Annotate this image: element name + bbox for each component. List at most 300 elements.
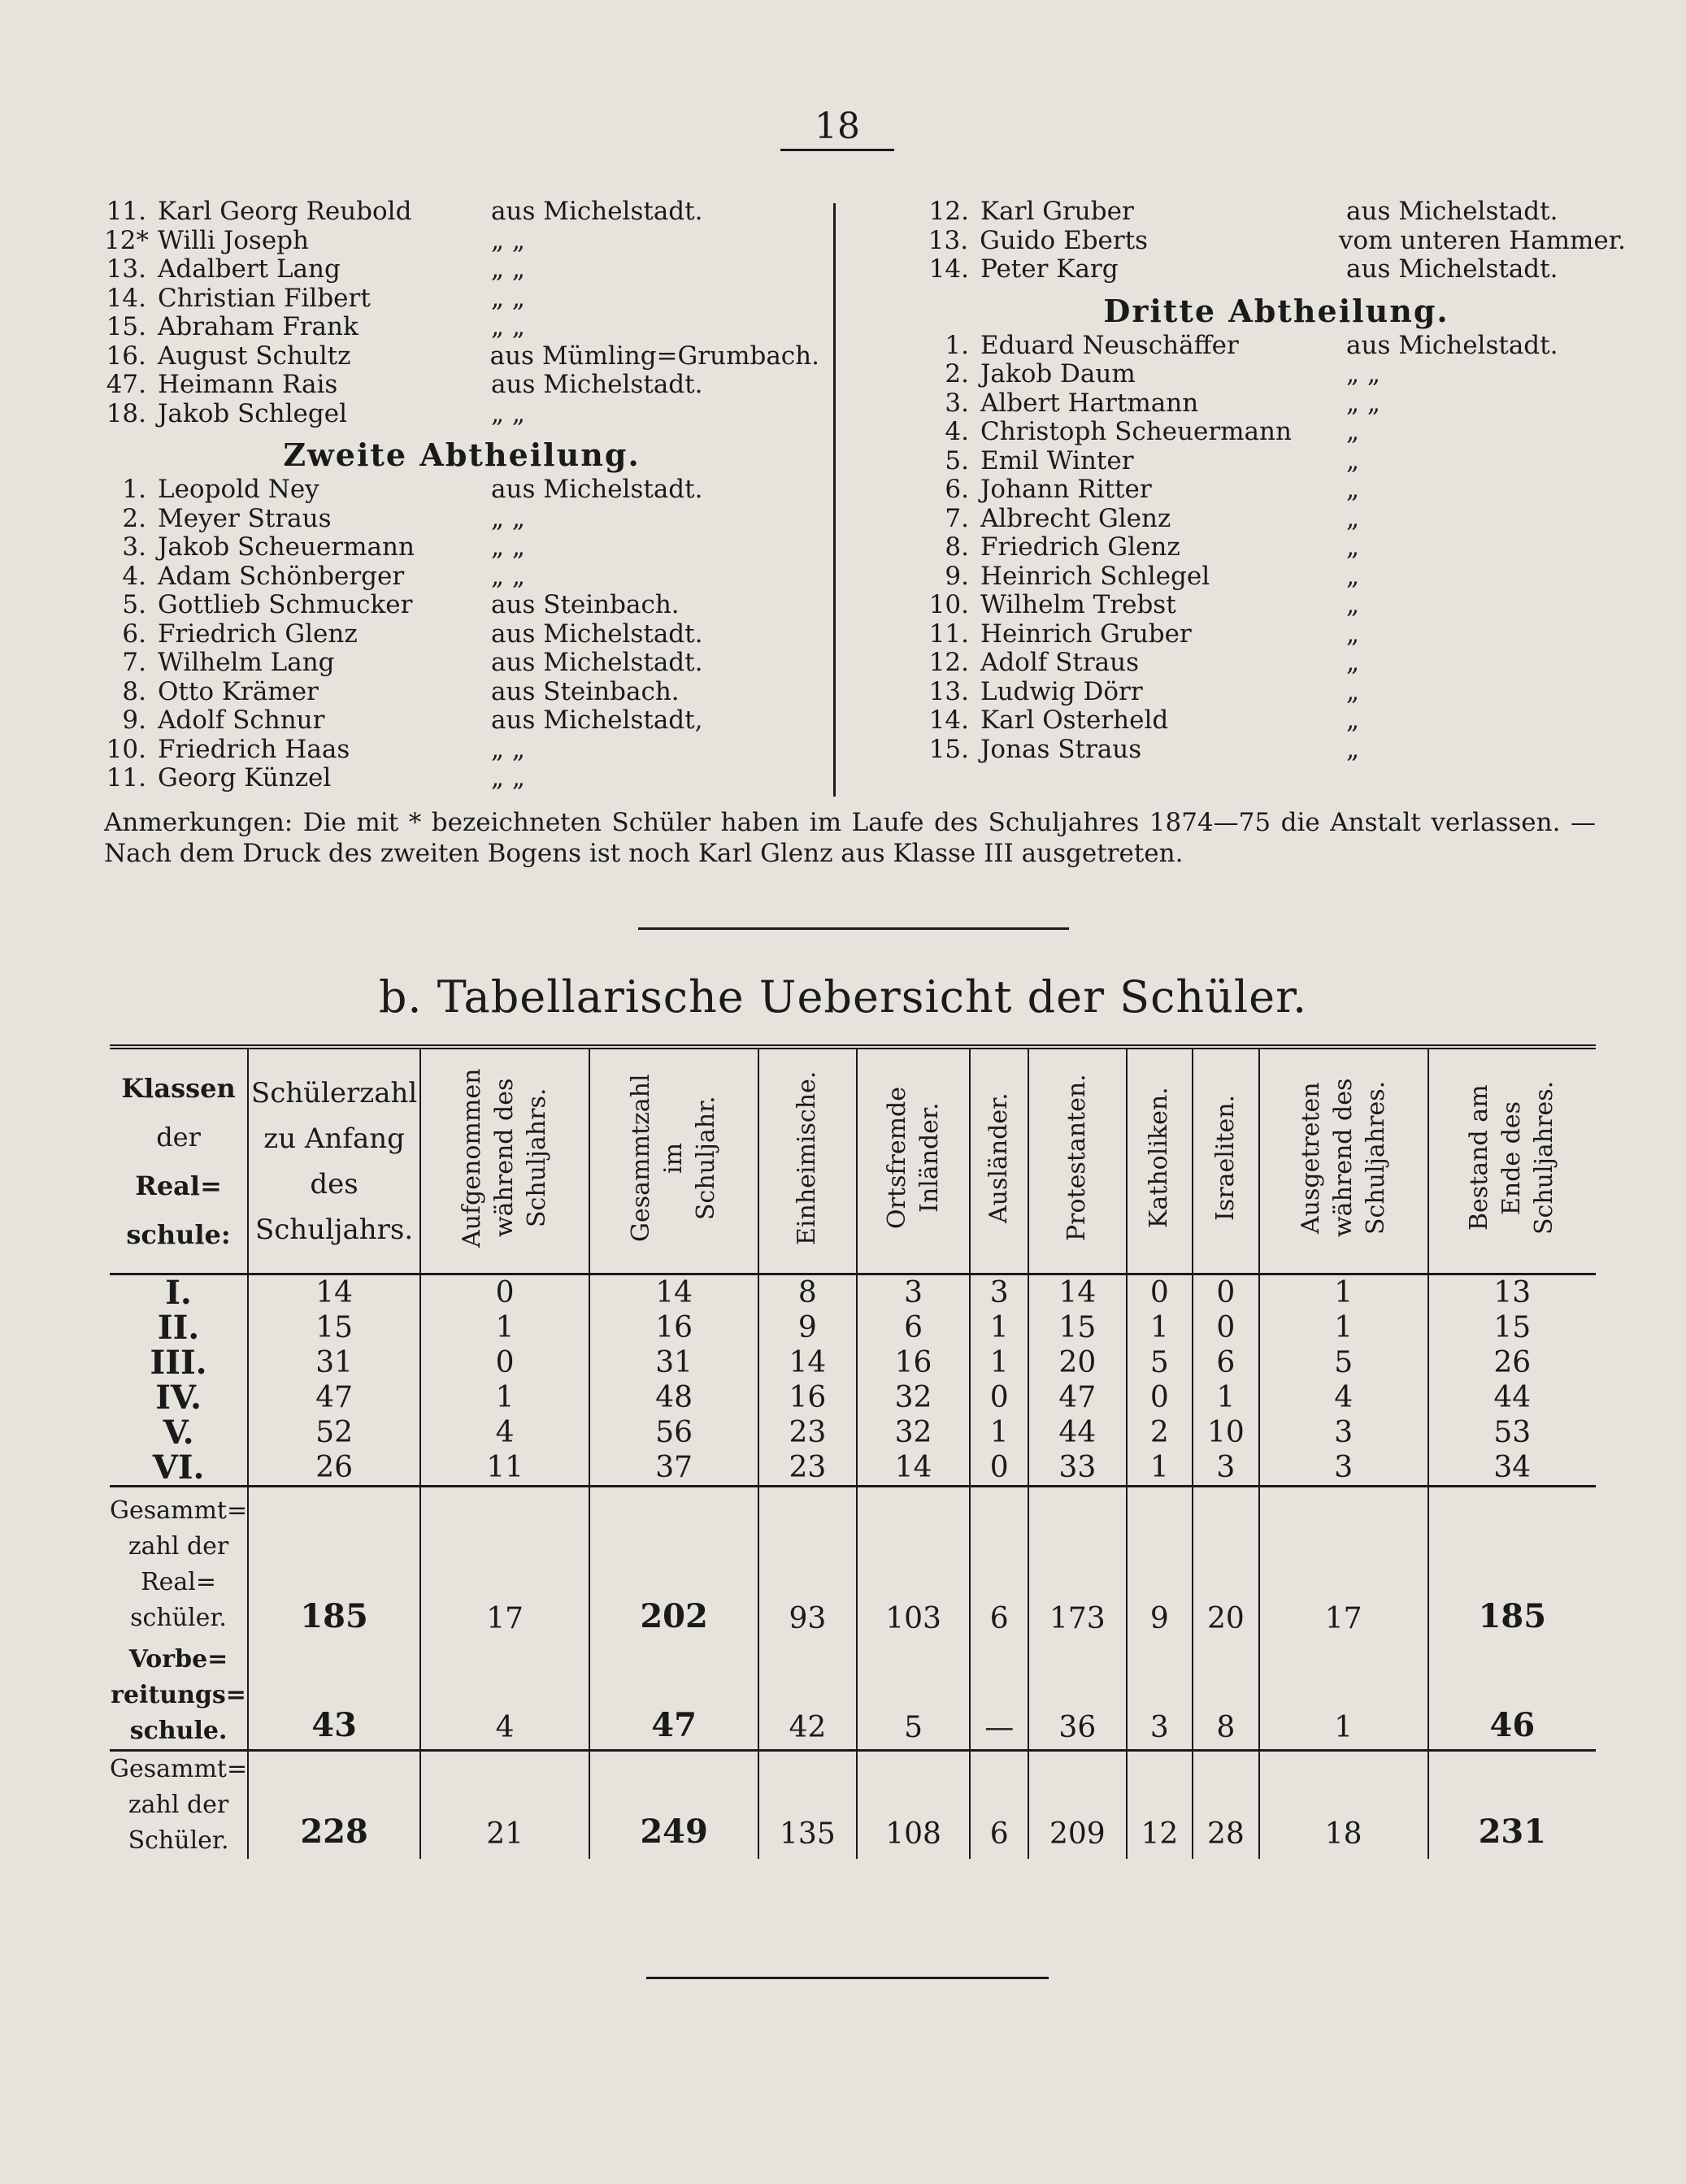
entry-number: 8. xyxy=(122,676,146,706)
student-origin: „ „ xyxy=(491,283,525,313)
table-cell: 0 xyxy=(420,1274,589,1311)
row-label-line: schule. xyxy=(129,1717,228,1745)
student-name: Friedrich Glenz xyxy=(980,532,1180,562)
student-name: Heinrich Gruber xyxy=(980,619,1192,649)
table-cell: 185 xyxy=(248,1487,420,1643)
table-cell: 1 xyxy=(1127,1310,1193,1345)
table-cell: 0 xyxy=(970,1380,1028,1415)
column-header-label: Aufgenommen während des Schuljahrs. xyxy=(458,1067,552,1248)
student-name: Karl Georg Reubold xyxy=(158,197,412,226)
table-row xyxy=(110,1450,1596,1487)
student-origin: „ xyxy=(1346,503,1360,533)
table-cell: 93 xyxy=(758,1487,857,1643)
list-item xyxy=(104,505,819,534)
section-heading: Zweite Abtheilung. xyxy=(283,436,641,473)
class-label: IV. xyxy=(155,1379,202,1417)
student-name: Johann Ritter xyxy=(980,475,1152,504)
student-name: Emil Winter xyxy=(980,445,1134,475)
student-origin: aus Steinbach. xyxy=(491,676,680,706)
table-cell: 231 xyxy=(1428,1751,1596,1860)
student-name: Christoph Scheuermann xyxy=(980,417,1292,446)
student-origin: „ „ xyxy=(491,254,525,284)
student-origin: „ xyxy=(1346,561,1360,591)
student-name: Wilhelm Trebst xyxy=(980,590,1176,619)
table-cell: 44 xyxy=(1028,1415,1127,1450)
table-cell: 14 xyxy=(248,1274,420,1311)
student-name: Karl Gruber xyxy=(980,197,1134,226)
student-origin: „ „ xyxy=(1346,359,1380,389)
student-origin: „ xyxy=(1346,619,1360,649)
column-header-label: Bestand am Ende des Schuljahres. xyxy=(1465,1080,1559,1235)
column-header xyxy=(857,1047,971,1274)
header-class-line: schule: xyxy=(126,1218,231,1250)
left-column xyxy=(104,198,819,793)
student-origin: aus Mümling=Grumbach. xyxy=(489,341,819,371)
table-cell: 10 xyxy=(1193,1415,1259,1450)
student-origin: „ „ xyxy=(491,312,525,341)
table-cell: 14 xyxy=(589,1274,758,1311)
student-statistics-table xyxy=(110,1044,1596,1859)
table-cell: 0 xyxy=(420,1345,589,1380)
header-class-line: Real= xyxy=(135,1170,222,1201)
student-origin: „ „ xyxy=(491,734,525,764)
student-origin: aus Michelstadt. xyxy=(1346,330,1558,360)
list-item xyxy=(927,255,1626,284)
table-cell: 31 xyxy=(248,1345,420,1380)
column-header xyxy=(1127,1047,1193,1274)
table-cell: 1 xyxy=(1259,1642,1428,1751)
table-cell: 1 xyxy=(1259,1274,1428,1311)
student-origin: aus Michelstadt, xyxy=(491,706,703,735)
table-cell: 6 xyxy=(970,1751,1028,1860)
table-cell: 20 xyxy=(1193,1487,1259,1643)
student-name: Heimann Rais xyxy=(158,370,338,399)
column-header-label: Israeliten. xyxy=(1210,1094,1240,1221)
row-label-line: Gesammt= xyxy=(110,1496,248,1525)
entry-number: 5. xyxy=(945,445,969,475)
column-header-label: Katholiken. xyxy=(1145,1087,1174,1228)
class-label: I. xyxy=(165,1274,192,1312)
student-name: Jakob Daum xyxy=(980,359,1136,389)
student-origin: „ „ xyxy=(491,532,525,562)
table-cell: 209 xyxy=(1028,1751,1127,1860)
column-header-label: Ortsfremde Inländer. xyxy=(882,1086,944,1229)
entry-number: 5. xyxy=(122,590,146,619)
section-heading: Dritte Abtheilung. xyxy=(1103,292,1449,329)
list-item xyxy=(104,533,819,562)
table-cell: 32 xyxy=(857,1415,971,1450)
table-cell: 56 xyxy=(589,1415,758,1450)
table-cell: 15 xyxy=(248,1310,420,1345)
entry-number: 12* xyxy=(104,225,149,255)
student-name: Peter Karg xyxy=(980,254,1119,284)
student-origin: „ xyxy=(1346,417,1360,446)
list-item xyxy=(104,400,819,429)
row-label-line: Vorbe= xyxy=(128,1645,228,1674)
table-cell: 52 xyxy=(248,1415,420,1450)
header-classes xyxy=(110,1047,248,1274)
column-header xyxy=(1428,1047,1596,1274)
student-name: Wilhelm Lang xyxy=(158,648,335,677)
table-cell: 8 xyxy=(758,1274,857,1311)
entry-number: 1. xyxy=(122,475,146,504)
header-start-count xyxy=(248,1047,420,1274)
student-name: Otto Krämer xyxy=(158,676,319,706)
table-cell: 1 xyxy=(420,1310,589,1345)
row-label xyxy=(110,1487,248,1643)
entry-number: 4. xyxy=(122,561,146,591)
table-cell: 47 xyxy=(1028,1380,1127,1415)
list-item xyxy=(104,678,819,707)
table-cell: 9 xyxy=(1127,1487,1193,1643)
list-item xyxy=(104,313,819,342)
list-item xyxy=(927,591,1626,620)
list-item xyxy=(104,371,819,400)
column-divider xyxy=(833,203,836,797)
header-start-line: Schülerzahl xyxy=(250,1076,418,1109)
column-header xyxy=(589,1047,758,1274)
table-row xyxy=(110,1310,1596,1345)
entry-number: 9. xyxy=(122,706,146,735)
table-cell: 3 xyxy=(1259,1415,1428,1450)
student-origin: aus Michelstadt. xyxy=(491,475,703,504)
row-label-line: Gesammt= xyxy=(110,1755,248,1783)
student-origin: aus Michelstadt. xyxy=(1346,254,1558,284)
student-origin: aus Michelstadt. xyxy=(491,648,703,677)
table-header-row xyxy=(110,1047,1596,1274)
student-origin: „ „ xyxy=(491,503,525,533)
column-header-label: Einheimische. xyxy=(793,1070,822,1245)
entry-number: 10. xyxy=(928,590,969,619)
table-cell: 5 xyxy=(1259,1345,1428,1380)
list-item xyxy=(104,706,819,736)
list-item xyxy=(927,533,1626,562)
list-item xyxy=(927,475,1626,505)
list-item xyxy=(104,342,819,371)
table-cell: 0 xyxy=(1127,1380,1193,1415)
table-cell: 6 xyxy=(970,1487,1028,1643)
table-cell: 31 xyxy=(589,1345,758,1380)
student-name: August Schultz xyxy=(157,341,351,371)
student-name: Karl Osterheld xyxy=(980,706,1169,735)
student-name: Eduard Neuschäffer xyxy=(980,330,1239,360)
page-number: 18 xyxy=(780,106,894,151)
table-cell: 46 xyxy=(1428,1642,1596,1751)
entry-number: 13. xyxy=(928,676,969,706)
list-item xyxy=(104,649,819,678)
class-label: VI. xyxy=(152,1448,205,1487)
student-origin: „ xyxy=(1346,648,1360,677)
table-cell: 33 xyxy=(1028,1450,1127,1487)
notes-paragraph: Anmerkungen: Die mit * bezeichneten Schüler haben im Laufe des Schuljahres 1874—75 die Anstalt verlassen. — Nach dem Druck des zweiten Bogens ist noch Karl Glenz aus Klasse III ausgetreten. xyxy=(104,808,1596,868)
row-label xyxy=(110,1642,248,1751)
table-cell: 14 xyxy=(857,1450,971,1487)
table-row xyxy=(110,1415,1596,1450)
table-cell: 3 xyxy=(970,1274,1028,1311)
table-cell: 2 xyxy=(1127,1415,1193,1450)
student-name: Adam Schönberger xyxy=(158,561,405,591)
entry-number: 12. xyxy=(928,648,969,677)
table-cell: 4 xyxy=(420,1642,589,1751)
table-row-prep-school xyxy=(110,1642,1596,1751)
entry-number: 7. xyxy=(122,648,146,677)
list-item xyxy=(927,505,1626,534)
entry-number: 4. xyxy=(945,417,969,446)
column-header-label: Protestanten. xyxy=(1062,1074,1092,1241)
list-item xyxy=(927,447,1626,476)
table-cell: 17 xyxy=(1259,1487,1428,1643)
entry-number: 9. xyxy=(945,561,969,591)
column-header xyxy=(1193,1047,1259,1274)
table-cell: 103 xyxy=(857,1487,971,1643)
row-label-line: Real= xyxy=(141,1568,217,1596)
table-cell: 11 xyxy=(420,1450,589,1487)
student-origin: „ xyxy=(1346,706,1360,735)
column-header xyxy=(970,1047,1028,1274)
table-cell: 1 xyxy=(1127,1450,1193,1487)
separator-rule-bottom xyxy=(646,1977,1049,1979)
table-cell: 47 xyxy=(589,1642,758,1751)
right-column xyxy=(927,198,1626,764)
table-row-sum-real xyxy=(110,1487,1596,1643)
table-cell: 42 xyxy=(758,1642,857,1751)
student-origin: „ „ xyxy=(491,561,525,591)
row-label-line: reitungs= xyxy=(111,1681,246,1709)
entry-number: 10. xyxy=(106,734,146,764)
table-cell: 15 xyxy=(1028,1310,1127,1345)
table-cell: 8 xyxy=(1193,1642,1259,1751)
student-name: Christian Filbert xyxy=(158,283,371,313)
table-cell: — xyxy=(970,1642,1028,1751)
separator-rule-top xyxy=(638,927,1069,930)
list-item xyxy=(927,389,1626,419)
table-cell: 0 xyxy=(1193,1274,1259,1311)
list-item xyxy=(104,284,819,314)
list-item xyxy=(104,198,819,227)
table-cell: 3 xyxy=(1259,1450,1428,1487)
entry-number: 12. xyxy=(928,197,969,226)
table-cell: 0 xyxy=(1193,1310,1259,1345)
column-header xyxy=(420,1047,589,1274)
entry-number: 1. xyxy=(945,330,969,360)
student-name: Friedrich Haas xyxy=(158,734,350,764)
entry-number: 3. xyxy=(945,388,969,418)
student-name: Meyer Straus xyxy=(158,503,332,533)
table-cell: 16 xyxy=(857,1345,971,1380)
list-item xyxy=(927,418,1626,447)
table-cell: 44 xyxy=(1428,1380,1596,1415)
student-origin: „ xyxy=(1346,590,1360,619)
list-item xyxy=(927,706,1626,736)
table-cell: 14 xyxy=(758,1345,857,1380)
class-label: III. xyxy=(150,1344,207,1382)
table-row xyxy=(110,1380,1596,1415)
row-label-line: Schüler. xyxy=(128,1826,229,1855)
student-origin: „ xyxy=(1346,532,1360,562)
table-cell: 14 xyxy=(1028,1274,1127,1311)
student-name: Adolf Schnur xyxy=(158,706,325,735)
list-item xyxy=(104,227,819,256)
entry-number: 6. xyxy=(122,619,146,649)
entry-number: 47. xyxy=(106,370,146,399)
student-origin: aus Michelstadt. xyxy=(1346,197,1558,226)
student-name: Jonas Straus xyxy=(980,734,1142,764)
table-cell: 26 xyxy=(248,1450,420,1487)
student-name: Gottlieb Schmucker xyxy=(158,590,413,619)
student-name: Adolf Straus xyxy=(980,648,1140,677)
entry-number: 14. xyxy=(928,254,969,284)
column-header xyxy=(1028,1047,1127,1274)
table-row xyxy=(110,1274,1596,1311)
list-item xyxy=(104,591,819,620)
entry-number: 6. xyxy=(945,475,969,504)
student-origin: „ xyxy=(1346,676,1360,706)
student-name: Adalbert Lang xyxy=(158,254,341,284)
student-name: Jakob Scheuermann xyxy=(158,532,415,562)
student-name: Ludwig Dörr xyxy=(980,676,1143,706)
table-cell: 32 xyxy=(857,1380,971,1415)
table-row-total xyxy=(110,1751,1596,1860)
table-cell: 6 xyxy=(857,1310,971,1345)
table-cell: 4 xyxy=(420,1415,589,1450)
row-label-line: zahl der xyxy=(128,1532,229,1561)
list-item xyxy=(104,562,819,592)
student-name: Abraham Frank xyxy=(158,312,358,341)
entry-number: 2. xyxy=(945,359,969,389)
entry-number: 2. xyxy=(122,503,146,533)
table-cell: 0 xyxy=(970,1450,1028,1487)
table-cell: 43 xyxy=(248,1642,420,1751)
header-class-line: der xyxy=(156,1121,201,1153)
table-cell: 9 xyxy=(758,1310,857,1345)
student-origin: aus Michelstadt. xyxy=(491,370,703,399)
entry-number: 13. xyxy=(928,225,969,255)
entry-number: 8. xyxy=(945,532,969,562)
table-cell: 3 xyxy=(857,1274,971,1311)
student-name: Jakob Schlegel xyxy=(158,398,347,428)
table-cell: 16 xyxy=(758,1380,857,1415)
list-item xyxy=(104,620,819,649)
table-cell: 21 xyxy=(420,1751,589,1860)
header-class-line: Klassen xyxy=(121,1072,236,1104)
table-cell: 0 xyxy=(1127,1274,1193,1311)
entry-number: 11. xyxy=(106,763,146,792)
row-label-line: schüler. xyxy=(130,1604,227,1632)
list-item xyxy=(927,649,1626,678)
entry-number: 18. xyxy=(106,398,146,428)
column-header xyxy=(758,1047,857,1274)
table-cell: 34 xyxy=(1428,1450,1596,1487)
table-cell: 5 xyxy=(1127,1345,1193,1380)
student-origin: aus Steinbach. xyxy=(491,590,680,619)
list-item xyxy=(927,678,1626,707)
table-cell: 15 xyxy=(1428,1310,1596,1345)
student-origin: „ xyxy=(1346,734,1360,764)
student-origin: aus Michelstadt. xyxy=(491,197,703,226)
list-item xyxy=(927,736,1626,765)
student-origin: aus Michelstadt. xyxy=(491,619,703,649)
list-item xyxy=(927,198,1626,227)
table-cell: 48 xyxy=(589,1380,758,1415)
student-origin: „ xyxy=(1346,445,1360,475)
student-name: Heinrich Schlegel xyxy=(980,561,1210,591)
column-header-label: Ausgetreten während des Schuljahres. xyxy=(1296,1078,1390,1237)
list-item xyxy=(927,332,1626,361)
student-name: Georg Künzel xyxy=(158,763,332,792)
table-cell: 23 xyxy=(758,1415,857,1450)
table-cell: 1 xyxy=(1193,1380,1259,1415)
table-cell: 23 xyxy=(758,1450,857,1487)
student-origin: „ „ xyxy=(1346,388,1380,418)
table-cell: 6 xyxy=(1193,1345,1259,1380)
student-name: Guido Eberts xyxy=(980,225,1149,255)
table-cell: 13 xyxy=(1428,1274,1596,1311)
list-item xyxy=(104,255,819,284)
list-item xyxy=(927,360,1626,389)
table-cell: 17 xyxy=(420,1487,589,1643)
table-cell: 37 xyxy=(589,1450,758,1487)
table-cell: 1 xyxy=(970,1415,1028,1450)
table-cell: 28 xyxy=(1193,1751,1259,1860)
table-cell: 228 xyxy=(248,1751,420,1860)
table-row xyxy=(110,1345,1596,1380)
student-name: Albrecht Glenz xyxy=(980,503,1171,533)
table-cell: 1 xyxy=(1259,1310,1428,1345)
list-item xyxy=(927,562,1626,592)
student-origin: vom unteren Hammer. xyxy=(1338,225,1626,255)
column-header xyxy=(1259,1047,1428,1274)
row-label-line: zahl der xyxy=(128,1791,229,1819)
table-cell: 249 xyxy=(589,1751,758,1860)
column-header-label: Gesammtzahl im Schuljahr. xyxy=(627,1073,721,1242)
student-origin: „ „ xyxy=(491,225,525,255)
class-label: V. xyxy=(163,1413,194,1452)
list-item xyxy=(104,475,819,505)
list-item xyxy=(104,736,819,765)
table-cell: 18 xyxy=(1259,1751,1428,1860)
table-cell: 20 xyxy=(1028,1345,1127,1380)
table-cell: 12 xyxy=(1127,1751,1193,1860)
table-cell: 36 xyxy=(1028,1642,1127,1751)
class-label: II. xyxy=(157,1309,200,1347)
student-name: Willi Joseph xyxy=(158,225,309,255)
entry-number: 15. xyxy=(928,734,969,764)
table-cell: 16 xyxy=(589,1310,758,1345)
table-title: b. Tabellarische Uebersicht der Schüler. xyxy=(378,971,1308,1023)
table-cell: 26 xyxy=(1428,1345,1596,1380)
header-start-line: zu Anfang xyxy=(263,1122,405,1155)
entry-number: 13. xyxy=(106,254,146,284)
list-item xyxy=(927,620,1626,649)
table-cell: 108 xyxy=(857,1751,971,1860)
table-cell: 5 xyxy=(857,1642,971,1751)
row-label xyxy=(110,1751,248,1860)
entry-number: 15. xyxy=(106,312,146,341)
table-cell: 47 xyxy=(248,1380,420,1415)
student-name: Leopold Ney xyxy=(158,475,319,504)
table-cell: 135 xyxy=(758,1751,857,1860)
header-start-line: des xyxy=(310,1167,358,1201)
header-start-line: Schuljahrs. xyxy=(254,1213,414,1246)
column-header-label: Ausländer. xyxy=(984,1092,1014,1223)
table-cell: 202 xyxy=(589,1487,758,1643)
list-item xyxy=(927,227,1626,256)
student-origin: „ „ xyxy=(491,763,525,792)
entry-number: 14. xyxy=(106,283,146,313)
student-origin: „ „ xyxy=(491,398,525,428)
entry-number: 3. xyxy=(122,532,146,562)
table-cell: 3 xyxy=(1127,1642,1193,1751)
